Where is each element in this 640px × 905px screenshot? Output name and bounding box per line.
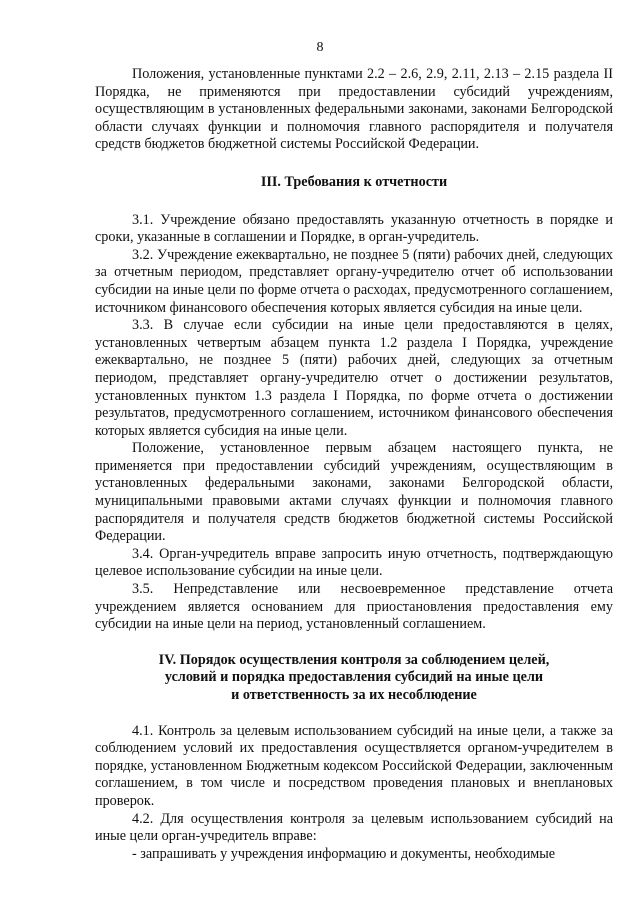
document-body <box>95 66 613 863</box>
intro-paragraph: Положения, установленные пунктами 2.2 – 2.6, 2.9, 2.11, 2.13 – 2.15 раздела II Порядка, не применяются при предоставлении субсидий учреждениям, осуществляющим в установленных федеральными законами, законами Белгородской области случаях функции и полномочия главного распорядителя и получателя средств бюджетов бюджетной системы Российской Федерации. <box>95 66 613 153</box>
paragraph-3-3-provision: Положение, установленное первым абзацем настоящего пункта, не применяется при предоставлении субсидий учреждениям, осуществляющим в установленных федеральными законами, законами Белгородской области, муниципальными правовыми актами случаях функции и полномочия главного распорядителя и получателя средств бюджетов бюджетной системы Российской Федерации. <box>95 440 613 545</box>
paragraph-4-2: 4.2. Для осуществления контроля за целевым использованием субсидий на иные цели орган-учредитель вправе: <box>95 810 613 845</box>
section-4-heading-line-3: и ответственность за их несоблюдение <box>231 687 477 703</box>
paragraph-3-1: 3.1. Учреждение обязано предоставлять указанную отчетность в порядке и сроки, указанные в соглашении и Порядке, в орган-учредитель. <box>95 211 613 246</box>
section-4-heading-line-1: IV. Порядок осуществления контроля за соблюдением целей, <box>158 651 550 668</box>
paragraph-4-1: 4.1. Контроль за целевым использованием субсидий на иные цели, а также за соблюдением условий их предоставления осуществляется органом-учредителем в порядке, установленном Бюджетным кодексом Российской Федерации, заключенным соглашением, в том числе и посредством проведения плановых и внеплановых проверок. <box>95 722 613 809</box>
section-4-heading <box>95 652 613 705</box>
paragraph-3-5: 3.5. Непредставление или несвоевременное представление отчета учреждением является основанием для приостановления предоставления ему субсидии на иные цели на период, установленный соглашением. <box>95 581 613 633</box>
paragraph-4-2-item: - запрашивать у учреждения информацию и документы, необходимые <box>132 845 556 862</box>
paragraph-3-4: 3.4. Орган-учредитель вправе запросить иную отчетность, подтверждающую целевое использование субсидии на иные цели. <box>95 545 613 580</box>
section-4-heading-line-2: условий и порядка предоставления субсидий на иные цели <box>164 669 544 686</box>
paragraph-3-3: 3.3. В случае если субсидии на иные цели предоставляются в целях, установленных четвертым абзацем пункта 1.2 раздела I Порядка, учреждение ежеквартально, не позднее 5 (пяти) рабочих дней, следующих за отчетным периодом, представляет органу-учредителю отчет о достижении результатов, установленных пунктом 1.3 раздела I Порядка, по форме отчета о достижении результатов, предусмотренного соглашением, источником финансового обеспечения которых является субсидия на иные цели. <box>95 317 613 439</box>
page-number: 8 <box>316 40 324 55</box>
paragraph-3-2: 3.2. Учреждение ежеквартально, не позднее 5 (пяти) рабочих дней, следующих за отчетным периодом, представляет органу-учредителю отчет об использовании субсидии на иные цели по форме отчета о расходах, предусмотренного соглашением, источником финансового обеспечения которых является субсидия на иные цели. <box>95 246 613 316</box>
section-3-heading: III. Требования к отчетности <box>260 173 448 190</box>
